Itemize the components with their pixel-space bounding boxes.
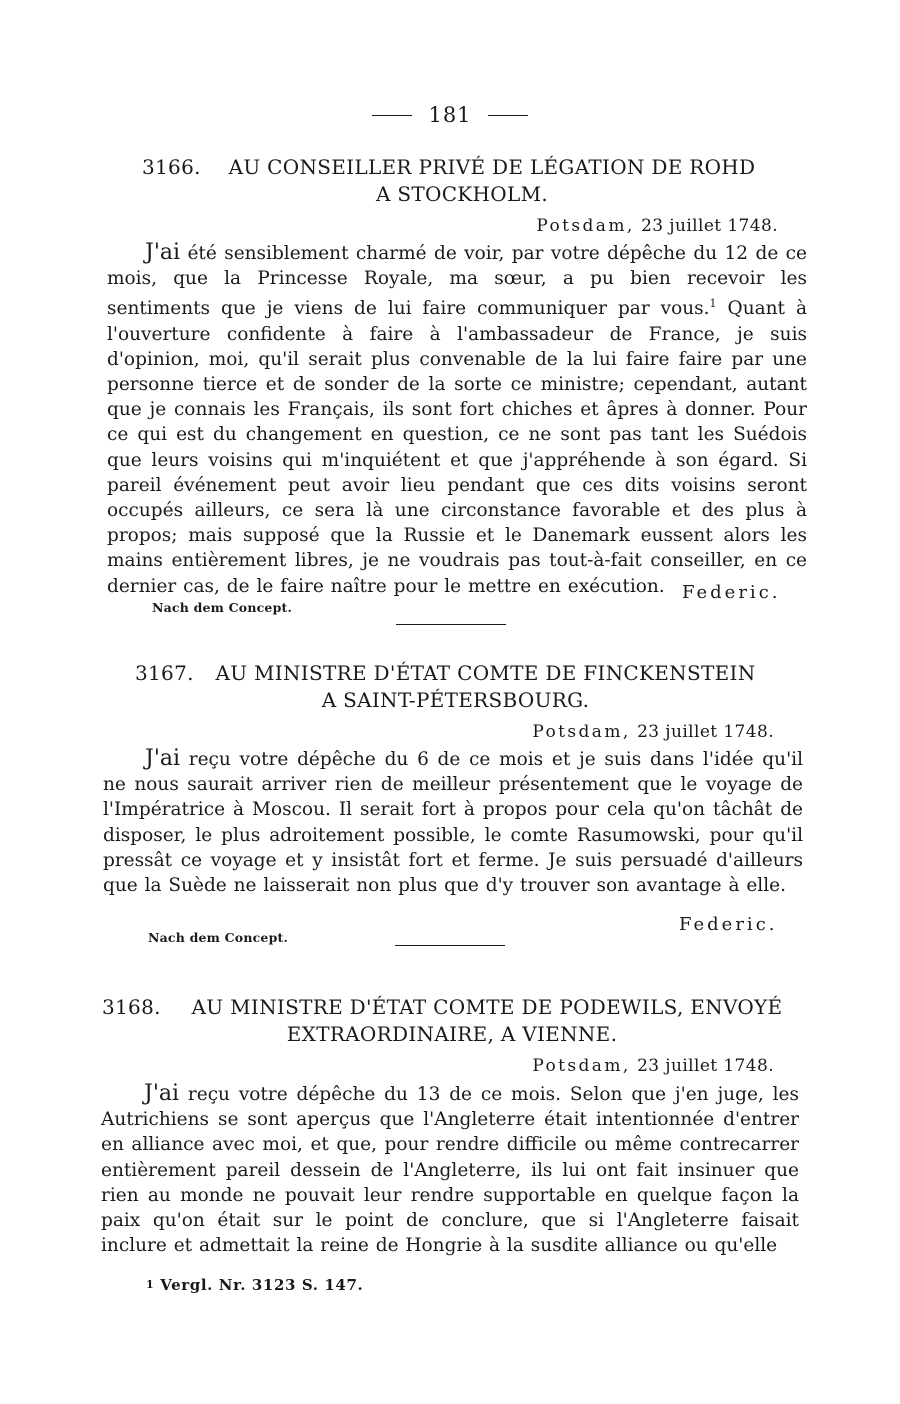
heading-line-2: A SAINT-PÉTERSBOURG. xyxy=(321,688,590,712)
heading-line-2: A STOCKHOLM. xyxy=(375,182,549,206)
footnote-mark: 1 xyxy=(146,1278,155,1291)
signature: Federic. xyxy=(682,582,781,603)
letter-heading xyxy=(102,994,802,1048)
letter-number: 3168. xyxy=(102,995,161,1019)
heading-line-1: AU MINISTRE D'ÉTAT COMTE DE PODEWILS, ENVOYÉ xyxy=(191,995,783,1019)
section-divider xyxy=(395,945,505,946)
source-note: Nach dem Concept. xyxy=(148,930,289,945)
letter-heading xyxy=(135,660,776,714)
page-header xyxy=(0,103,900,127)
dateline-date: 23 juillet 1748. xyxy=(637,1056,774,1076)
header-dash-left xyxy=(372,115,412,116)
letter-body xyxy=(107,240,807,599)
dateline-place: Potsdam, xyxy=(532,722,631,742)
dateline-date: 23 juillet 1748. xyxy=(637,722,774,742)
body-text-part-1: été sensiblement charmé de voir, par votre dépêche du 12 de ce mois, que la Princesse Royale, ma sœur, a pu bien recevoir les sentiments que je viens de lui faire communiquer par vous. xyxy=(107,243,807,320)
dateline-place: Potsdam, xyxy=(532,1056,631,1076)
heading-line-1: AU CONSEILLER PRIVÉ DE LÉGATION DE ROHD xyxy=(228,155,756,179)
body-text: reçu votre dépêche du 13 de ce mois. Selon que j'en juge, les Autrichiens se sont aperçus que l'Angleterre était intentionnée d'entrer en alliance avec moi, et que, pour rendre difficile ou même contrecarrer entièrement pareil dessein de l'Angleterre, ils lui ont fait insinuer que rien au monde ne pouvait leur rendre supportable en quelque façon la paix qu'on était sur le point de conclure, que si l'Angleterre faisait inclure et admettait la reine de Hongrie à la susdite alliance ou qu'elle xyxy=(101,1084,799,1257)
heading-line-1: AU MINISTRE D'ÉTAT COMTE DE FINCKENSTEIN xyxy=(215,661,756,685)
body-first-word: J'ai xyxy=(144,1081,180,1106)
footnote xyxy=(146,1276,363,1294)
body-first-word: J'ai xyxy=(145,240,181,265)
dateline-date: 23 juillet 1748. xyxy=(641,216,778,236)
footnote-reference: 1 xyxy=(709,297,717,311)
body-first-word: J'ai xyxy=(145,746,181,771)
page-number: 181 xyxy=(428,103,472,127)
dateline xyxy=(532,1056,774,1076)
letter-3166 xyxy=(0,154,900,208)
footnote-text: Vergl. Nr. 3123 S. 147. xyxy=(160,1276,364,1294)
dateline xyxy=(536,216,778,236)
section-divider xyxy=(396,624,506,625)
body-text-part-2: Quant à l'ouverture confidente à faire à l'ambassadeur de France, je suis d'opinion, moi, qu'il serait plus convenable de la lui faire faire par une personne tierce et de sonder de la sorte ce ministre; cependant, autant que je connais les Français, ils sont fort chiches et âpres à donner. Pour ce qui est du changement en question, ce ne sont pas tant les Suédois que leurs voisins qui m'inquiétent et que j'appréhende à son égard. Si pareil événement peut avoir lieu pendant que ces dits voisins seront occupés ailleurs, ce sera là une circonstance favorable et des plus à propos; mais supposé que la Russie et le Danemark eussent alors les mains entièrement libres, je ne voudrais pas tout-à-fait conseiller, en ce dernier cas, de le faire naître pour le mettre en exécution. xyxy=(107,298,807,597)
letter-heading xyxy=(142,154,782,208)
body-text: reçu votre dépêche du 6 de ce mois et je suis dans l'idée qu'il ne nous saurait arriver rien de meilleur présentement que le voyage de l'Impératrice à Moscou. Il serait fort à propos pour cela qu'on tâchât de disposer, le plus adroitement possible, le comte Rasumowski, pour qu'il pressât ce voyage et y insistât fort et ferme. Je suis persuadé d'ailleurs que la Suède ne laisserait non plus que d'y trouver son avantage à elle. xyxy=(103,749,803,897)
letter-number: 3166. xyxy=(142,155,201,179)
letter-body xyxy=(103,746,803,898)
letter-body xyxy=(101,1081,799,1258)
letter-number: 3167. xyxy=(135,661,194,685)
signature: Federic. xyxy=(679,914,778,935)
header-dash-right xyxy=(488,115,528,116)
heading-line-2: EXTRAORDINAIRE, A VIENNE. xyxy=(286,1022,618,1046)
source-note: Nach dem Concept. xyxy=(152,600,293,615)
letter-3167 xyxy=(0,660,900,714)
letter-3168 xyxy=(0,994,900,1048)
dateline xyxy=(532,722,774,742)
dateline-place: Potsdam, xyxy=(536,216,635,236)
